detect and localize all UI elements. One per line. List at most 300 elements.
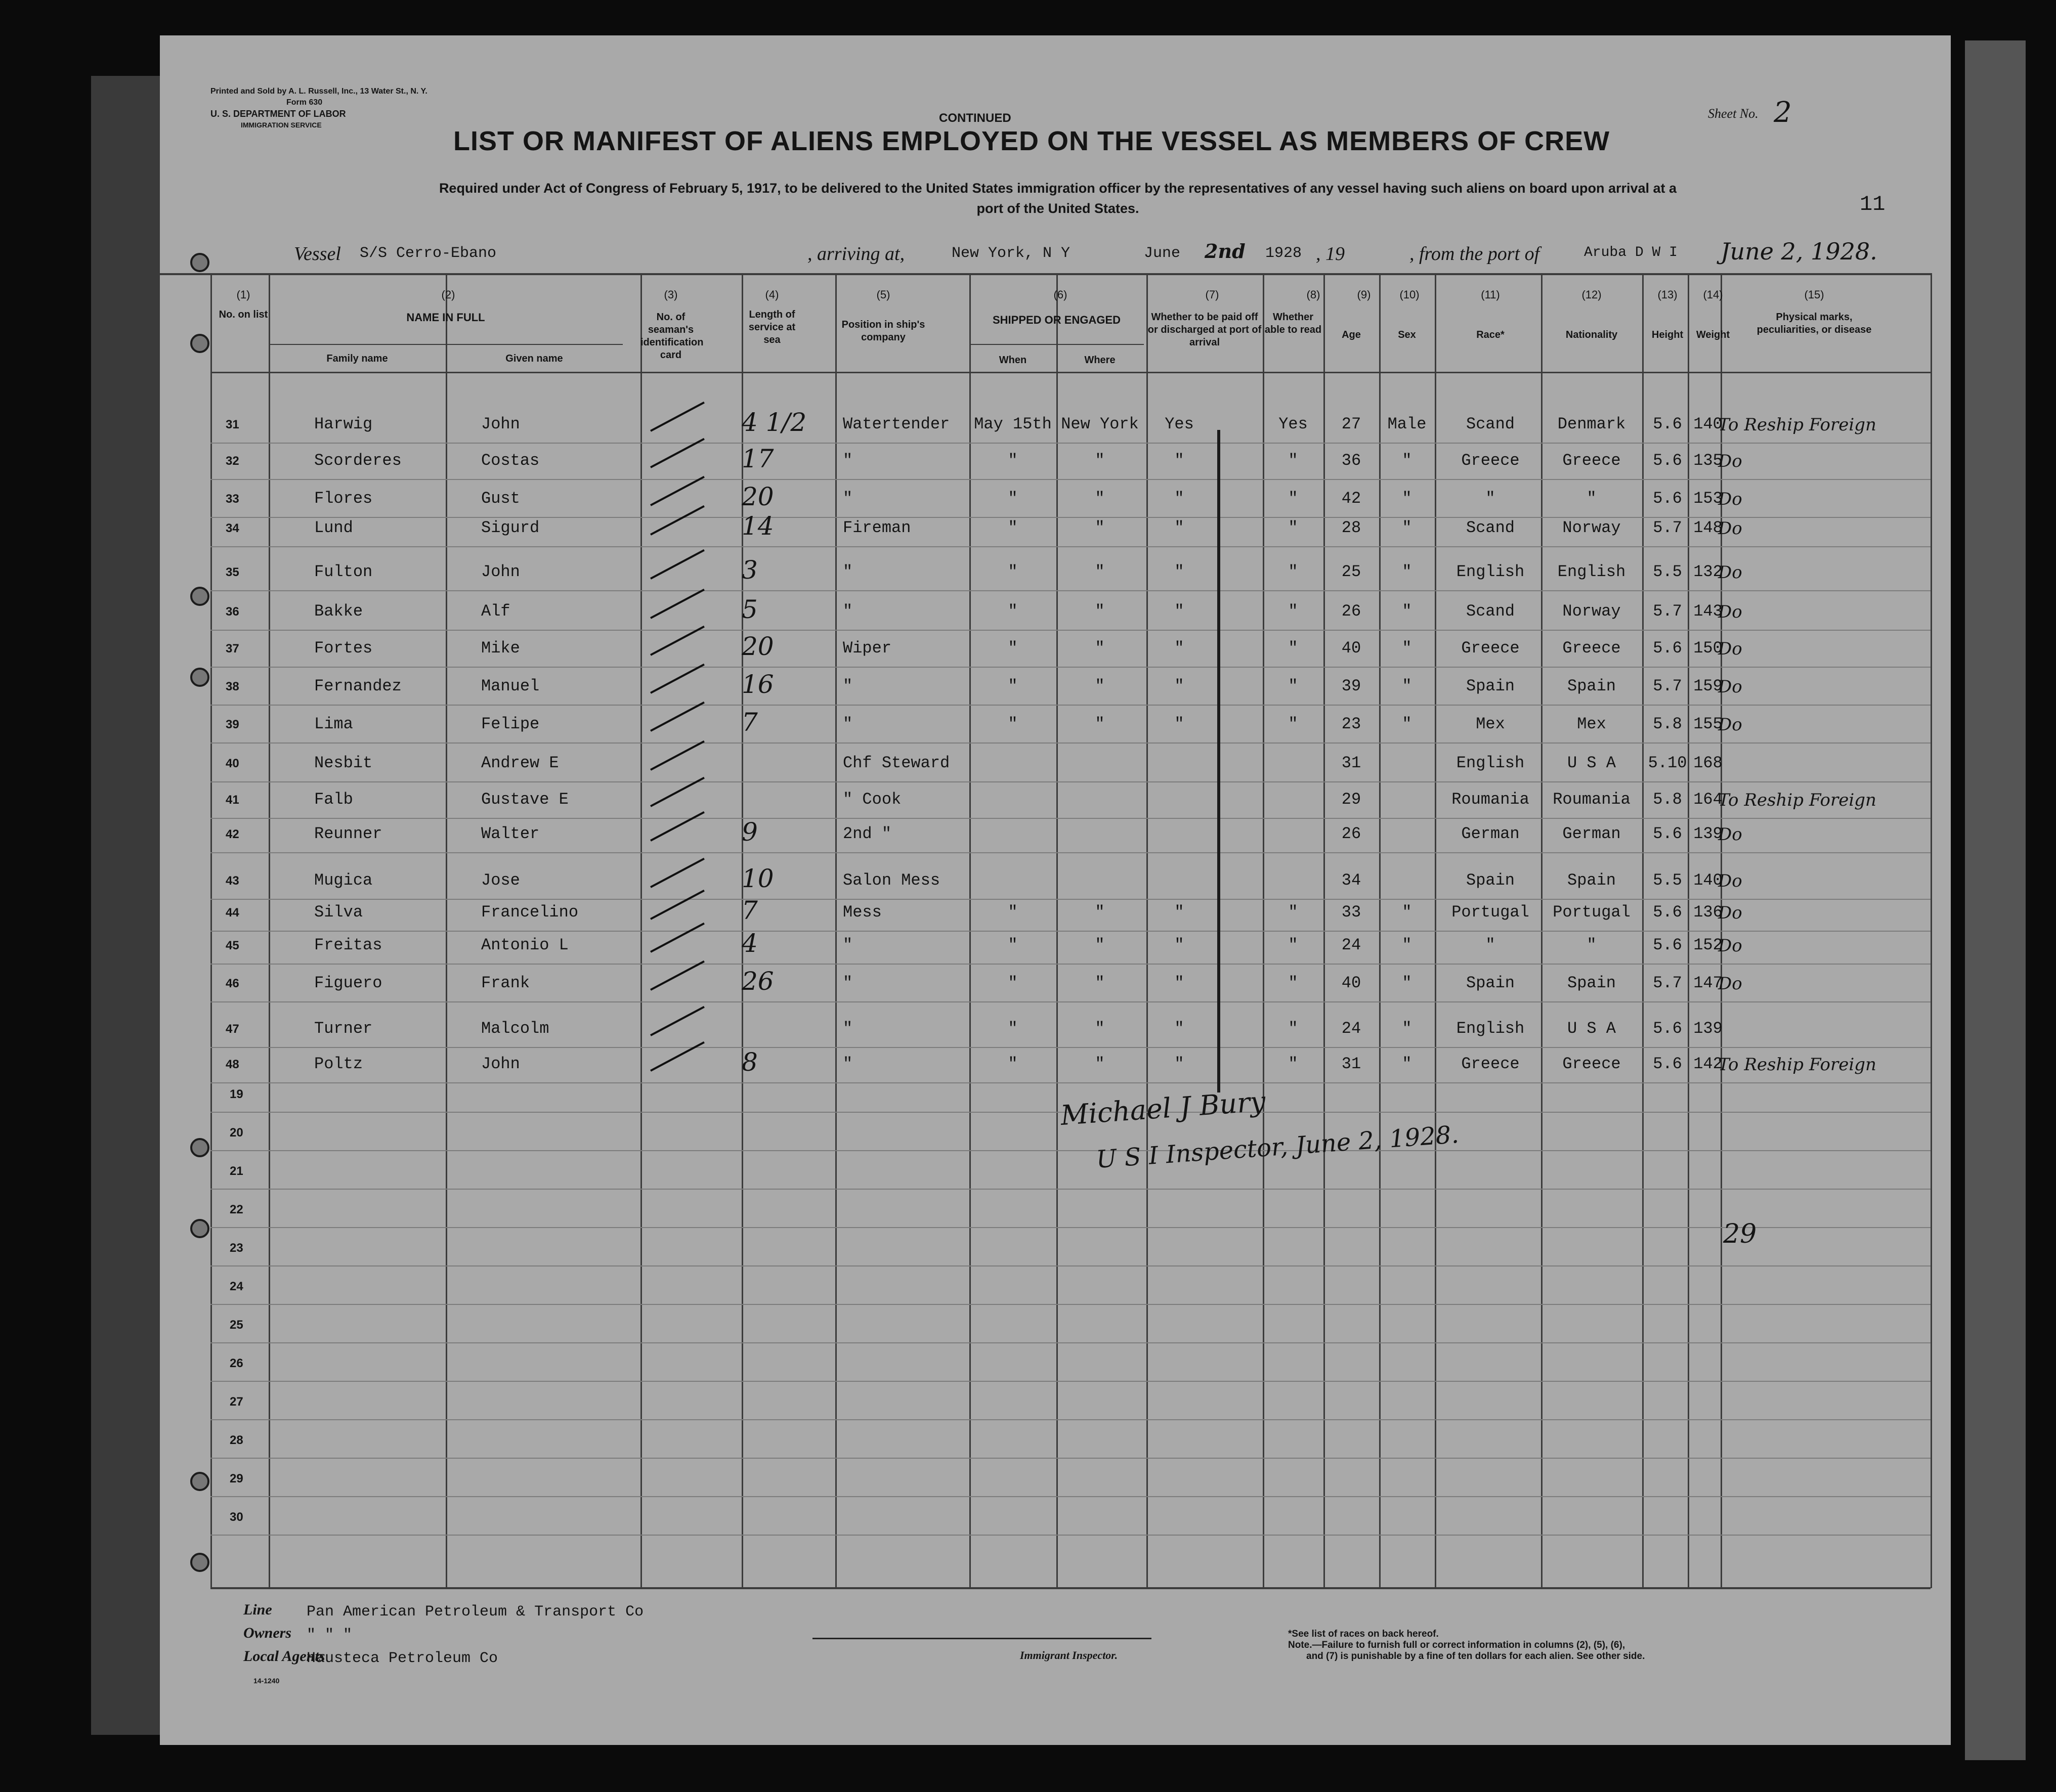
cell-marks: Do	[1718, 715, 1742, 735]
row-rule	[210, 1496, 1931, 1497]
cell-marks: To Reship Foreign	[1718, 415, 1876, 435]
cell-sex: "	[1402, 1055, 1412, 1073]
cell-age: 24	[1341, 1019, 1361, 1038]
cell-height: 5.6	[1653, 489, 1682, 508]
inspector-sign-line	[812, 1638, 1151, 1639]
cell-read: "	[1288, 639, 1298, 658]
row-number: 40	[226, 757, 239, 770]
row-number: 23	[230, 1241, 243, 1255]
row-number: 36	[226, 605, 239, 619]
cell-read: "	[1288, 518, 1298, 537]
cell-marks: Do	[1718, 936, 1742, 956]
cell-nationality: Spain	[1567, 871, 1616, 890]
check-mark	[650, 740, 705, 771]
col-num-13: (13)	[1657, 288, 1678, 301]
cell-paid: "	[1174, 715, 1184, 733]
cell-height: 5.6	[1653, 451, 1682, 470]
cell-height: 5.8	[1653, 715, 1682, 733]
cell-service: 17	[742, 444, 774, 473]
row-rule	[210, 931, 1931, 932]
cell-height: 5.6	[1653, 639, 1682, 658]
cell-paid: Yes	[1165, 415, 1194, 433]
col-when: When	[999, 355, 1027, 366]
arrival-day: 2nd	[1205, 240, 1246, 263]
cell-nationality: Greece	[1562, 639, 1621, 658]
col-num-3: (3)	[664, 288, 678, 301]
col-num-9: (9)	[1357, 288, 1371, 301]
col-num-5: (5)	[876, 288, 890, 301]
cell-race: Portugal	[1451, 903, 1529, 922]
row-number: 27	[230, 1395, 243, 1409]
cell-age: 40	[1341, 639, 1361, 658]
row-number: 48	[226, 1058, 239, 1071]
binder-hole	[190, 587, 209, 606]
cell-marks: Do	[1718, 824, 1742, 845]
cell-position: "	[843, 974, 853, 992]
col-given-name: Given name	[505, 353, 563, 364]
header-bottom-rule	[210, 372, 1931, 373]
footer-form-code: 14-1240	[253, 1677, 280, 1685]
cell-family: Figuero	[314, 974, 382, 992]
binder-hole	[190, 1219, 209, 1238]
continued-label: CONTINUED	[939, 111, 1011, 125]
cell-position: "	[843, 677, 853, 695]
cell-where: "	[1095, 489, 1105, 508]
cell-nationality: Spain	[1567, 677, 1616, 695]
cell-read: "	[1288, 562, 1298, 581]
cell-service: 16	[742, 670, 774, 699]
check-mark	[650, 664, 705, 694]
row-rule	[210, 1535, 1931, 1536]
paid-off-bracket	[1217, 430, 1220, 1092]
cell-race: Mex	[1476, 715, 1505, 733]
cell-paid: "	[1174, 451, 1184, 470]
col-height: Height	[1651, 329, 1684, 340]
form-number: Form 630	[286, 98, 323, 107]
cell-weight: 152	[1693, 936, 1723, 954]
cell-age: 23	[1341, 715, 1361, 733]
row-number: 26	[230, 1357, 243, 1370]
cell-age: 34	[1341, 871, 1361, 890]
cell-age: 39	[1341, 677, 1361, 695]
line-label: Line	[243, 1601, 272, 1618]
cell-when: "	[1008, 562, 1018, 581]
cell-weight: 136	[1693, 903, 1723, 922]
row-number: 39	[226, 718, 239, 731]
cell-paid: "	[1174, 1055, 1184, 1073]
cell-race: Greece	[1461, 639, 1520, 658]
col-able-read: Whether able to read	[1264, 312, 1322, 335]
cell-nationality: German	[1562, 824, 1621, 843]
check-mark	[650, 549, 705, 580]
cell-paid: "	[1174, 974, 1184, 992]
cell-weight: 159	[1693, 677, 1723, 695]
cell-position: 2nd "	[843, 824, 892, 843]
cell-age: 33	[1341, 903, 1361, 922]
table-bottom-rule	[210, 1587, 1931, 1589]
note-races: *See list of races on back hereof.	[1288, 1629, 1439, 1639]
cell-family: Fernandez	[314, 677, 402, 695]
cell-nationality: Norway	[1562, 518, 1621, 537]
cell-nationality: "	[1587, 936, 1597, 954]
cell-family: Poltz	[314, 1055, 363, 1073]
binder-hole	[190, 668, 209, 687]
immigrant-inspector-label: Immigrant Inspector.	[1020, 1649, 1118, 1662]
cell-given: Felipe	[481, 715, 540, 733]
row-rule	[210, 1458, 1931, 1459]
cell-sex: "	[1402, 639, 1412, 658]
cell-race: Scand	[1466, 602, 1515, 621]
cell-race: German	[1461, 824, 1520, 843]
check-mark	[650, 811, 705, 842]
cell-paid: "	[1174, 489, 1184, 508]
cell-read: "	[1288, 489, 1298, 508]
cell-paid: "	[1174, 903, 1184, 922]
row-rule	[210, 443, 1931, 444]
cell-family: Falb	[314, 790, 353, 809]
col-sex: Sex	[1398, 329, 1416, 340]
cell-where: "	[1095, 677, 1105, 695]
cell-paid: "	[1174, 602, 1184, 621]
cell-marks: Do	[1718, 602, 1742, 622]
cell-where: "	[1095, 936, 1105, 954]
cell-family: Lima	[314, 715, 353, 733]
row-number: 35	[226, 565, 239, 579]
inspector-signature: Michael J Bury	[1059, 1085, 1267, 1132]
cell-given: Gustave E	[481, 790, 569, 809]
cell-marks: To Reship Foreign	[1718, 1055, 1876, 1075]
cell-where: "	[1095, 451, 1105, 470]
cell-nationality: Spain	[1567, 974, 1616, 992]
cell-height: 5.7	[1653, 518, 1682, 537]
printer-line: Printed and Sold by A. L. Russell, Inc., 13 Water St., N. Y.	[210, 87, 427, 96]
row-rule	[210, 1265, 1931, 1266]
row-rule	[210, 667, 1931, 668]
cell-age: 24	[1341, 936, 1361, 954]
cell-age: 40	[1341, 974, 1361, 992]
row-rule	[210, 742, 1931, 744]
row-number: 41	[226, 793, 239, 807]
col-name-in-full: NAME IN FULL	[406, 311, 485, 324]
cell-race: Greece	[1461, 451, 1520, 470]
cell-given: Alf	[481, 602, 510, 621]
cell-given: Manuel	[481, 677, 540, 695]
cell-when: "	[1008, 974, 1018, 992]
cell-weight: 155	[1693, 715, 1723, 733]
check-mark	[650, 960, 705, 991]
cell-height: 5.8	[1653, 790, 1682, 809]
cell-when: "	[1008, 489, 1018, 508]
cell-age: 42	[1341, 489, 1361, 508]
cell-when: "	[1008, 1019, 1018, 1038]
cell-age: 36	[1341, 451, 1361, 470]
cell-when: "	[1008, 677, 1018, 695]
departure-date: June 2, 1928.	[1721, 238, 1877, 265]
cell-position: "	[843, 602, 853, 621]
cell-marks: Do	[1718, 677, 1742, 697]
cell-family: Freitas	[314, 936, 382, 954]
row-rule	[210, 1227, 1931, 1228]
cell-sex: "	[1402, 715, 1412, 733]
col-shipped: SHIPPED OR ENGAGED	[992, 314, 1121, 326]
row-rule	[210, 479, 1931, 480]
cell-where: "	[1095, 602, 1105, 621]
binder-hole	[190, 253, 209, 272]
row-number: 34	[226, 521, 239, 535]
cell-weight: 139	[1693, 824, 1723, 843]
check-mark	[650, 1041, 705, 1072]
cell-service: 5	[742, 595, 758, 624]
cell-race: Spain	[1466, 871, 1515, 890]
check-mark	[650, 1006, 705, 1036]
cell-race: "	[1485, 489, 1495, 508]
note-fine-2: and (7) is punishable by a fine of ten dollars for each alien. See other side.	[1306, 1651, 1645, 1662]
side-number: 29	[1723, 1219, 1757, 1249]
sheet-label: Sheet No.	[1708, 106, 1759, 121]
cell-sex: "	[1402, 1019, 1412, 1038]
row-number: 24	[230, 1280, 243, 1293]
cell-when: "	[1008, 602, 1018, 621]
cell-weight: 148	[1693, 518, 1723, 537]
row-rule	[210, 1381, 1931, 1382]
arrival-port: New York, N Y	[952, 245, 1070, 262]
page-title: LIST OR MANIFEST OF ALIENS EMPLOYED ON THE VESSEL AS MEMBERS OF CREW	[453, 126, 1610, 156]
row-number: 19	[230, 1087, 243, 1101]
cell-where: "	[1095, 562, 1105, 581]
cell-position: "	[843, 1019, 853, 1038]
table-top-rule	[160, 273, 1931, 275]
subtitle-line-1: Required under Act of Congress of February 5, 1917, to be delivered to the United States immigration officer by the representatives of any vessel having such aliens on board upon arrival at a	[439, 181, 1677, 196]
row-number: 32	[226, 454, 239, 468]
cell-race: "	[1485, 936, 1495, 954]
col-age: Age	[1342, 329, 1361, 340]
cell-height: 5.5	[1653, 871, 1682, 890]
cell-race: Spain	[1466, 677, 1515, 695]
cell-height: 5.6	[1653, 936, 1682, 954]
cell-marks: Do	[1718, 871, 1742, 891]
row-number: 46	[226, 977, 239, 990]
cell-sex: "	[1402, 677, 1412, 695]
cell-read: "	[1288, 602, 1298, 621]
cell-read: "	[1288, 451, 1298, 470]
cell-service: 7	[742, 896, 758, 925]
cell-family: Fortes	[314, 639, 373, 658]
row-rule	[210, 818, 1931, 819]
cell-sex: "	[1402, 903, 1412, 922]
footer-notes	[1288, 1629, 1645, 1662]
name-subheader-rule	[269, 344, 623, 345]
row-rule	[210, 1189, 1931, 1190]
row-number: 30	[230, 1510, 243, 1524]
row-rule	[210, 964, 1931, 965]
cell-marks: Do	[1718, 518, 1742, 539]
cell-weight: 153	[1693, 489, 1723, 508]
cell-given: Malcolm	[481, 1019, 549, 1038]
row-number: 43	[226, 874, 239, 888]
row-rule	[210, 546, 1931, 547]
cell-service: 10	[742, 864, 774, 893]
cell-service: 20	[742, 632, 774, 661]
cell-position: Chf Steward	[843, 754, 950, 772]
cell-age: 25	[1341, 562, 1361, 581]
cell-sex: "	[1402, 562, 1412, 581]
col-num-8: (8)	[1306, 288, 1320, 301]
row-number: 45	[226, 939, 239, 952]
col-where: Where	[1084, 355, 1116, 366]
cell-sex: Male	[1387, 415, 1427, 433]
cell-paid: "	[1174, 518, 1184, 537]
row-number: 44	[226, 906, 239, 920]
cell-service: 20	[742, 482, 774, 511]
arrival-year: 1928	[1265, 245, 1302, 262]
cell-position: Fireman	[843, 518, 911, 537]
col-num-2: (2)	[441, 288, 455, 301]
cell-given: Mike	[481, 639, 520, 658]
cell-race: Scand	[1466, 415, 1515, 433]
cell-paid: "	[1174, 936, 1184, 954]
cell-paid: "	[1174, 639, 1184, 658]
cell-given: John	[481, 562, 520, 581]
cell-height: 5.7	[1653, 602, 1682, 621]
row-rule	[210, 1419, 1931, 1420]
row-rule	[210, 1001, 1931, 1002]
cell-where: "	[1095, 639, 1105, 658]
cell-given: Costas	[481, 451, 540, 470]
cell-race: Roumania	[1451, 790, 1529, 809]
cell-sex: "	[1402, 974, 1412, 992]
cell-race: English	[1456, 562, 1525, 581]
owners-label: Owners	[243, 1625, 292, 1641]
col-race: Race*	[1476, 329, 1505, 340]
row-rule	[210, 1342, 1931, 1343]
cell-marks: Do	[1718, 562, 1742, 583]
row-rule	[210, 517, 1931, 518]
check-mark	[650, 402, 705, 432]
row-rule	[210, 899, 1931, 900]
cell-family: Turner	[314, 1019, 373, 1038]
cell-nationality: Norway	[1562, 602, 1621, 621]
col-num-15: (15)	[1804, 288, 1824, 301]
cell-read: "	[1288, 936, 1298, 954]
cell-service: 9	[742, 817, 758, 847]
cell-when: "	[1008, 903, 1018, 922]
cell-where: "	[1095, 903, 1105, 922]
page-mark: 11	[1860, 192, 1886, 216]
row-rule	[210, 781, 1931, 782]
cell-weight: 164	[1693, 790, 1723, 809]
cell-family: Nesbit	[314, 754, 373, 772]
binder-hole	[190, 1472, 209, 1491]
cell-weight: 143	[1693, 602, 1723, 621]
cell-nationality: English	[1557, 562, 1626, 581]
cell-weight: 142	[1693, 1055, 1723, 1073]
cell-age: 26	[1341, 602, 1361, 621]
check-mark	[650, 476, 705, 506]
cell-given: Andrew E	[481, 754, 559, 772]
cell-family: Lund	[314, 518, 353, 537]
cell-height: 5.5	[1653, 562, 1682, 581]
row-number: 33	[226, 492, 239, 506]
printer-info	[210, 86, 427, 130]
cell-age: 31	[1341, 1055, 1361, 1073]
cell-sex: "	[1402, 518, 1412, 537]
cell-weight: 140	[1693, 415, 1723, 433]
row-rule	[210, 630, 1931, 631]
cell-given: Jose	[481, 871, 520, 890]
col-weight: Weight	[1696, 329, 1730, 340]
from-label: , from the port of	[1409, 243, 1540, 265]
cell-race: English	[1456, 754, 1525, 772]
cell-position: Wiper	[843, 639, 892, 658]
cell-marks: To Reship Foreign	[1718, 790, 1876, 810]
col-num-10: (10)	[1399, 288, 1420, 301]
col-family-name: Family name	[326, 353, 388, 364]
cell-marks: Do	[1718, 639, 1742, 659]
cell-service: 4	[742, 929, 758, 958]
inspector-title-date: U S I Inspector, June 2, 1928.	[1095, 1120, 1460, 1174]
cell-given: Frank	[481, 974, 530, 992]
binder-hole	[190, 1138, 209, 1157]
check-mark	[650, 505, 705, 536]
cell-weight: 132	[1693, 562, 1723, 581]
row-number: 47	[226, 1022, 239, 1036]
subtitle	[274, 178, 1842, 218]
cell-where: "	[1095, 1055, 1105, 1073]
row-number: 22	[230, 1203, 243, 1216]
cell-given: Walter	[481, 824, 540, 843]
cell-weight: 147	[1693, 974, 1723, 992]
cell-weight: 168	[1693, 754, 1723, 772]
check-mark	[650, 589, 705, 619]
cell-height: 5.6	[1653, 903, 1682, 922]
cell-family: Fulton	[314, 562, 373, 581]
row-rule	[210, 1150, 1931, 1151]
row-number: 29	[230, 1472, 243, 1485]
cell-sex: "	[1402, 602, 1412, 621]
cell-position: Salon Mess	[843, 871, 940, 890]
line-value: Pan American Petroleum & Transport Co	[307, 1603, 644, 1621]
cell-given: Francelino	[481, 903, 579, 922]
cell-when: "	[1008, 518, 1018, 537]
col-num-1: (1)	[236, 288, 250, 301]
vessel-line	[294, 238, 1938, 273]
cell-weight: 139	[1693, 1019, 1723, 1038]
row-rule	[210, 1082, 1931, 1083]
col-num-6: (6)	[1053, 288, 1067, 301]
vessel-name: S/S Cerro-Ebano	[360, 245, 497, 262]
cell-where: "	[1095, 518, 1105, 537]
cell-marks: Do	[1718, 903, 1742, 923]
cell-height: 5.6	[1653, 824, 1682, 843]
row-number: 37	[226, 642, 239, 655]
col-num-7: (7)	[1205, 288, 1219, 301]
cell-nationality: U S A	[1567, 754, 1616, 772]
binder-edge-right	[1965, 40, 2026, 1760]
cell-age: 26	[1341, 824, 1361, 843]
cell-service: 14	[742, 511, 774, 541]
cell-sex: "	[1402, 936, 1412, 954]
cell-height: 5.7	[1653, 974, 1682, 992]
cell-race: English	[1456, 1019, 1525, 1038]
cell-where: "	[1095, 1019, 1105, 1038]
cell-where: "	[1095, 974, 1105, 992]
cell-height: 5.6	[1653, 1055, 1682, 1073]
cell-nationality: Portugal	[1553, 903, 1631, 922]
cell-service: 4 1/2	[742, 408, 807, 437]
cell-read: Yes	[1278, 415, 1308, 433]
shipped-subheader-rule	[969, 344, 1144, 345]
cell-read: "	[1288, 1019, 1298, 1038]
